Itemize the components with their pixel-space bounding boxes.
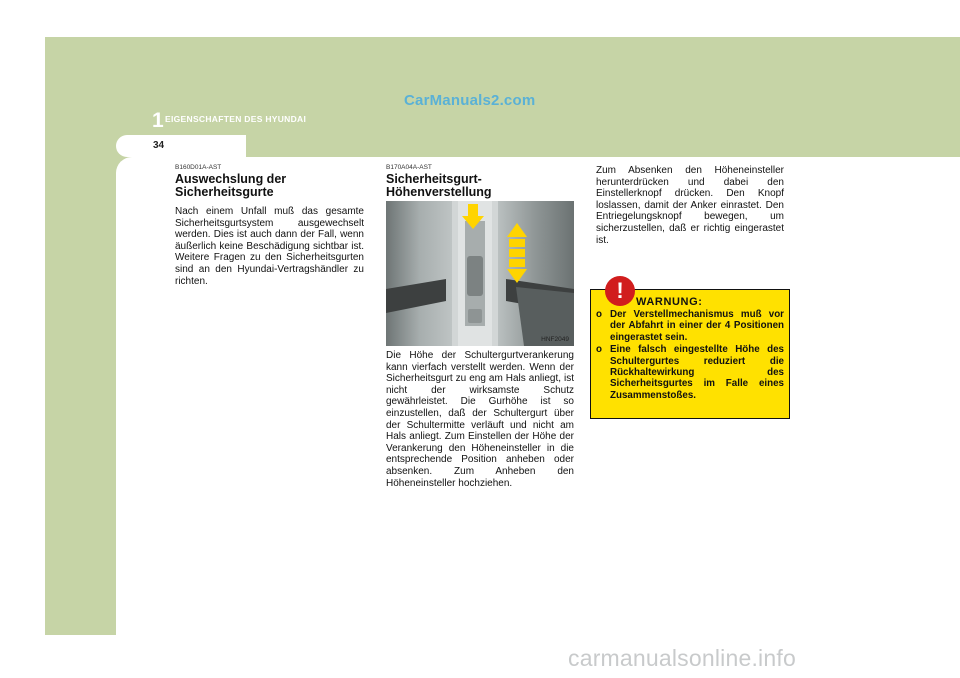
section-body: Nach einem Unfall muß das gesamte Sicherheitsgurtsystem ausgewechselt werden. Dies ist auch dann der Fall, wenn äußerlich keine Beschädigung sichtbar ist. Weitere Fragen zu den Sicherheitsgurten sind an den Hyundai-Vertragshändler zu richten. xyxy=(175,206,364,287)
page-number: 34 xyxy=(153,140,165,151)
seatbelt-photo xyxy=(386,201,574,346)
warning-item-text: Der Verstellmechanismus muß vor der Abfahrt in einer der 4 Positionen eingerastet sein. xyxy=(610,309,784,343)
watermark-top[interactable]: CarManuals2.com xyxy=(404,92,536,109)
warning-item-text: Eine falsch eingestellte Höhe des Schultergurtes reduziert die Rückhaltewirkung des Sicherheitsgurtes im Falle eines Zusammenstoßes. xyxy=(610,344,784,401)
warning-item xyxy=(596,344,784,401)
bullet: o xyxy=(596,344,602,356)
section-height-body xyxy=(386,350,574,489)
image-id: HNF2049 xyxy=(541,336,569,343)
arrow-up-left xyxy=(468,204,478,216)
chapter-title: EIGENSCHAFTEN DES HYUNDAI xyxy=(165,114,307,124)
section-body: Zum Absenken den Höheneinsteller herunterdrücken und dabei den Einstellerknopf drücken. Den Knopf loslassen, damit der Anker einrastet. Den Entriegelungsknopf bewegen, um sicherzustellen, daß er richtig eingerastet ist. xyxy=(596,165,784,246)
seatbelt-illustration xyxy=(386,201,574,346)
section-title: Auswechslung der Sicherheitsgurte xyxy=(175,172,287,199)
section-code: B160D01A-AST xyxy=(175,164,222,171)
section-replacement xyxy=(175,164,364,287)
warning-title: WARNUNG: xyxy=(636,296,703,308)
section-lowering xyxy=(596,165,784,246)
section-title: Sicherheitsgurt-Höhenverstellung xyxy=(386,172,492,199)
page-tab xyxy=(116,135,246,157)
arrow-up-icon xyxy=(507,223,527,237)
section-code: B170A04A-AST xyxy=(386,164,432,171)
chapter-number: 1 xyxy=(152,109,164,132)
watermark-bottom[interactable]: carmanualsonline.info xyxy=(568,645,796,671)
bullet: o xyxy=(596,309,602,320)
warning-item xyxy=(596,309,784,343)
warning-list xyxy=(596,309,784,402)
section-height-adjustment xyxy=(386,164,574,206)
section-body: Die Höhe der Schultergurtverankerung kann vierfach verstellt werden. Wenn der Sicherheitsgurt zu eng am Hals anliegt, ist nicht der wirksamste Schutz gewährleistet. Die Gurhöhe ist so einzustellen, daß der Schultergurt über der Schultermitte verläuft und nicht am Hals anliegt. Zum Einstellen der Höhe der Verankerung den Höheneinsteller in die entsprechende Position anheben oder absenken. Zum Anheben den Höheneinsteller hochziehen. xyxy=(386,350,574,489)
warning-icon: ! xyxy=(605,276,635,306)
